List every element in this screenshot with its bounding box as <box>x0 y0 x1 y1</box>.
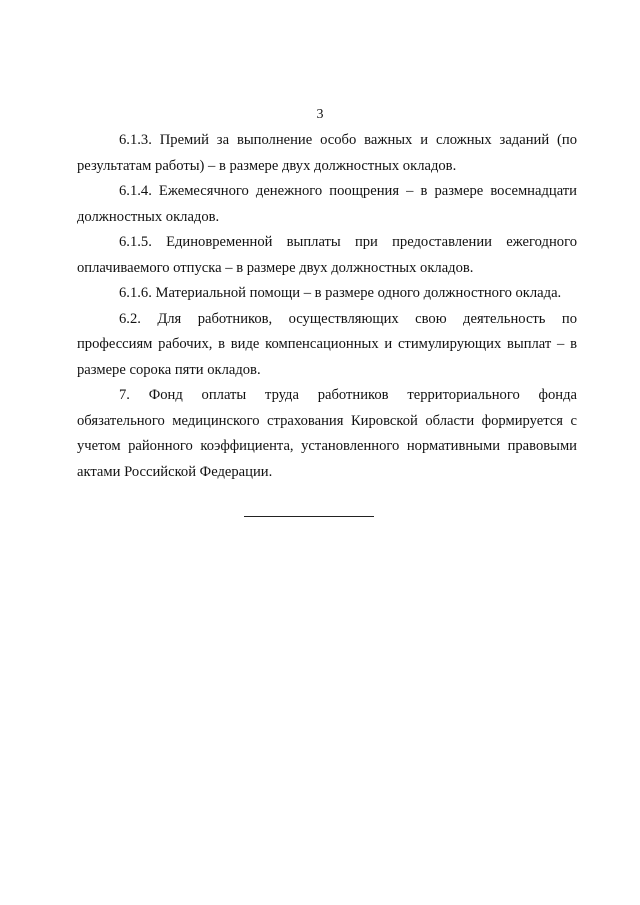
document-body <box>77 128 577 485</box>
paragraph-6-1-6: 6.1.6. Материальной помощи – в размере одного должностного оклада. <box>119 285 562 301</box>
paragraph-7: 7. Фонд оплаты труда работников территориального фонда обязательного медицинского страхования Кировской области формируется с учетом районного коэффициента, установленного нормативными правовыми актами Российской Федерации. <box>77 387 577 480</box>
paragraph-6-1-3: 6.1.3. Премий за выполнение особо важных и сложных заданий (по результатам работы) – в размере двух должностных окладов. <box>77 132 577 174</box>
paragraph-6-1-5: 6.1.5. Единовременной выплаты при предоставлении ежегодного оплачиваемого отпуска – в размере двух должностных окладов. <box>77 234 577 276</box>
paragraph-6-1-4: 6.1.4. Ежемесячного денежного поощрения – в размере восемнадцати должностных окладов. <box>77 183 577 225</box>
paragraph-6-2: 6.2. Для работников, осуществляющих свою деятельность по профессиям рабочих, в виде компенсационных и стимулирующих выплат – в размере сорока пяти окладов. <box>77 310 577 378</box>
end-separator-line <box>244 516 374 517</box>
page-number: 3 <box>316 107 324 122</box>
